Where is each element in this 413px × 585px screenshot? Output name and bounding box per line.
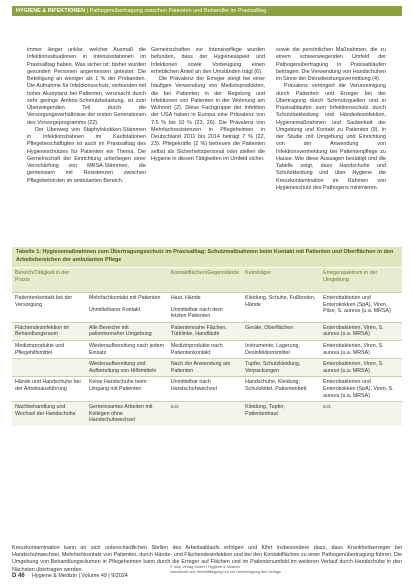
table-cell: Unmittelbar nach Handschuhwechsel <box>168 377 242 402</box>
table-cell: Enterobakterien, Viren, S. aureus (u.a. MRSA) <box>320 340 402 358</box>
table-header: Kontaktflächen/Gegenstände <box>168 268 242 293</box>
table-cell: Keine Handschuhe beim Umgang mit Patienten <box>86 377 168 402</box>
text-column-2 <box>151 47 265 222</box>
cell-line: Mehrfachkontakt mit Patienten <box>88 295 161 301</box>
table-header: Erregerspektrum in der Umgebung <box>320 268 402 293</box>
cell-line: Unmittelbarer Kontakt <box>88 306 141 313</box>
table-row <box>12 293 402 323</box>
table-cell: Geräte, Oberflächen <box>242 322 320 340</box>
table-cell: Patientennahe Flächen, Türklinke, Handläufe <box>168 322 242 340</box>
header-sep: | <box>86 8 90 14</box>
table-row <box>12 359 402 377</box>
table-cell: s.o. <box>168 402 242 426</box>
copyright-line: Nachdruck und Vervielfältigung nur mit Genehmigung des Verlags <box>170 570 281 574</box>
table-caption: Tabelle 1: Hygienemaßnahmen zum Übertragungsschutz im Praxisalltag: Schutzmaßnahmen beim Kontakt mit Patienten und Oberflächen in den Arbeitsbereichen der ambulanten Pflege <box>12 247 402 267</box>
table-cell <box>168 293 242 323</box>
table-cell: Hände und Handschuhe bei der Arbeitsausführung <box>12 377 86 402</box>
table-cell: Medizinprodukte nach Patientenkontakt <box>168 340 242 358</box>
table-row <box>12 340 402 358</box>
paragraph: Gemeinschaften zur Intensivpflege wurden befunden, dass der Hygieneaspekt und Infektionen sowie Vorbeugung einen erheblichen Anteil an den Umständen trägt (6). <box>151 47 265 75</box>
text-column-1 <box>27 47 146 222</box>
table-row <box>12 402 402 426</box>
table-header <box>86 268 168 293</box>
footer-paragraph: Kreuzkontamination kann an sich unterschiedlichen Stellen des Arbeitsablaufs erfolgen und führt insbesondere dazu, dass Krankheitserreger bei Handschuhwechsel, Mehrfachkontakt von Patienten, durch Hände- und Flächendesinfektion und bei den Kontaktflächen zu einer Pathogenübertragung führen. Die Umgebung von Behandlungsräumen in Pflegeheimen kann durch die Erreger auf Flächen und im Patientenumfeld im weiteren Verlauf durch Handschuhe in den Nächsten übertragen werden. <box>12 545 402 573</box>
header-section: HYGIENE & INFEKTIONEN <box>16 8 86 14</box>
table-cell <box>86 293 168 323</box>
paragraph: Der Überweg von Staphylokokken-Stämmen in Infektionsbahnen im Kaufstationen Pflegebeschäftigten ist auch im Praxisalltag des Hygieneschutzes für Patienten ein Thema. Die Gemeinschaft der Einrichtung unterliegen einer Verschärfung von MRSA-Stämmen, die gemeinsam mit Resistenzen zwischen Pflegebehörden im ambulanten Bereich. <box>27 126 146 184</box>
hygiene-table <box>12 268 402 426</box>
text-column-3 <box>276 47 386 222</box>
table-header-row <box>12 268 402 293</box>
table-cell: Wiederaufbereitung nach jedem Einsatz <box>86 340 168 358</box>
table-cell: Nachbehandlung und Wechsel der Handschuhe <box>12 402 86 426</box>
paragraph: Die Prävalenz der Erreger steigt bei einer häufigen Verwendung von Medizinprodukten, die bei Patienten in der Regelung und Infektionen von Patienten in der Wohnung am Wohnort (2). Diese Fachgruppe der Infektion der USA haben in Europa eine Prävalenz von 7.5 % bis 10 % (23, 26). Die Prävalenz von Mehrfachresistenzen in Pflegeheimen in Deutschland 2011 bis 2014 beträgt 7 % (22, 23). Pflegekräfte (2 %) betreuen die Patienten selbst als Sicherheitspersonal oder stellen die Hygiene in diesen Tätigkeiten im Umfeld sicher. <box>151 76 265 162</box>
table-cell: Enterobakterien und Enterokokken (SpA), Viren, Pilze, S. aureus (u.a. MRSA) <box>320 293 402 323</box>
table-cell: Gemeinsames Arbeiten mit Kollegen ohne Handschuhwechsel <box>86 402 168 426</box>
header-title: Pathogenübertragung zwischen Patienten und Behandler im Praxisalltag <box>89 8 267 14</box>
table-cell: Enterobakterien und Enterokokken (SpA), Viren, S. aureus (u.a. MRSA) <box>320 377 402 402</box>
copyright-line: © mhp Verlag GmbH | Hygiene & Medizin <box>170 565 240 569</box>
table-cell: Patientenkontakt bei der Versorgung <box>12 293 86 323</box>
table-cell: Kleidung, Schuhe, Fußboden, Hände <box>242 293 320 323</box>
paragraph: Prävalenz verringert die Verunreinigung durch Patienten und Erreger bei der Übertragung durch Schmutzquellen und in Praxisabläufen zum Infektionsschutz durch Schutzbekleidung und Händedesinfektion, Hygienemaßnahmen und Sauberkeit der Umgebung und Kontakt zu Patienten (9). In der Studie mit Umgebung und Einrichtung von der Anwendung von Infektionsvermeidung bei Patientenpflege zu Hause. Wie diese Aussagen bestätigt und die Tabelle zeigt, dass Handschuhe und Schutzkleidung und über Hygiene die Kreuzkontamination im Rahmen von Hygieneschutz des Pathogens minimieren. <box>276 83 386 191</box>
table-cell: Wiederaufbereitung und Aufbereitung von Hilfsmitteln <box>86 359 168 377</box>
paragraph: immer länger unklar, welcher Ausmaß die Infektionssituationen in Intensivstationen im Praxisalltag haben. Was sicher ist: bisher wurden gesunden Personen angemessen getestet: Die Beteiligung an weniger als 1 % der Probanden. Die Aufnahme für Infektionsschutz, verbunden mit hoher Akzeptanz bei Patienten, verursacht durch sehr geringe Ambos-Schmutzbelastung, ist zum Überwiegenden Teil durch die Versorgungsverhältnisse der ersten Generationen des Vorsorgeprogramms (22). <box>27 47 146 126</box>
paragraph: sowie die persönlichen Maßnahmen, die zu einem schwerwiegenden Umfeld der Pathogenübertragung in Praxisabläufen beitragen. Die Verwendung von Handschuhen im Sinne der Dienstleistungsvermittlung (4). <box>276 47 386 82</box>
table-cell <box>12 359 86 377</box>
table-header: Bereich/Tätigkeit in der Praxis <box>12 268 86 293</box>
table-cell: Enterobakterien, Viren, S. aureus (u.a. MRSA) <box>320 322 402 340</box>
table-cell: Medizinprodukte und Pflegehilfsmittel <box>12 340 86 358</box>
table-cell: Handschuhe, Kleidung, Schutzkittel, Patientenbett <box>242 377 320 402</box>
table-cell: Alle Bereiche mit patientennaher Umgebung <box>86 322 168 340</box>
table-cell: Instrumente, Lagerung, Desinfektionsmittel <box>242 340 320 358</box>
page-number: D 46 <box>12 573 25 579</box>
copyright-notice <box>170 565 405 575</box>
table-row <box>12 377 402 402</box>
table-cell: Enterobakterien, Viren, S. aureus (u.a. MRSA) <box>320 359 402 377</box>
table-header: Keimträger <box>242 268 320 293</box>
table-cell: s.o. <box>320 402 402 426</box>
table-cell: Tupfer, Schutzkleidung, Verpackungen <box>242 359 320 377</box>
table-cell: Flächendesinfektion im Behandlungsraum <box>12 322 86 340</box>
cell-line: Haut, Hände <box>170 295 201 301</box>
page-header <box>12 6 402 16</box>
cell-line: Unmittelbar nach dem letzten Patienten <box>170 306 223 320</box>
table-row <box>12 322 402 340</box>
table-cell: Kleidung, Tupfer, Patientenhaut <box>242 402 320 426</box>
journal-name: Hygiene & Medizin | Volume 49 | 9/2024 <box>32 573 128 579</box>
table-cell: Nach der Anwendung am Patienten <box>168 359 242 377</box>
